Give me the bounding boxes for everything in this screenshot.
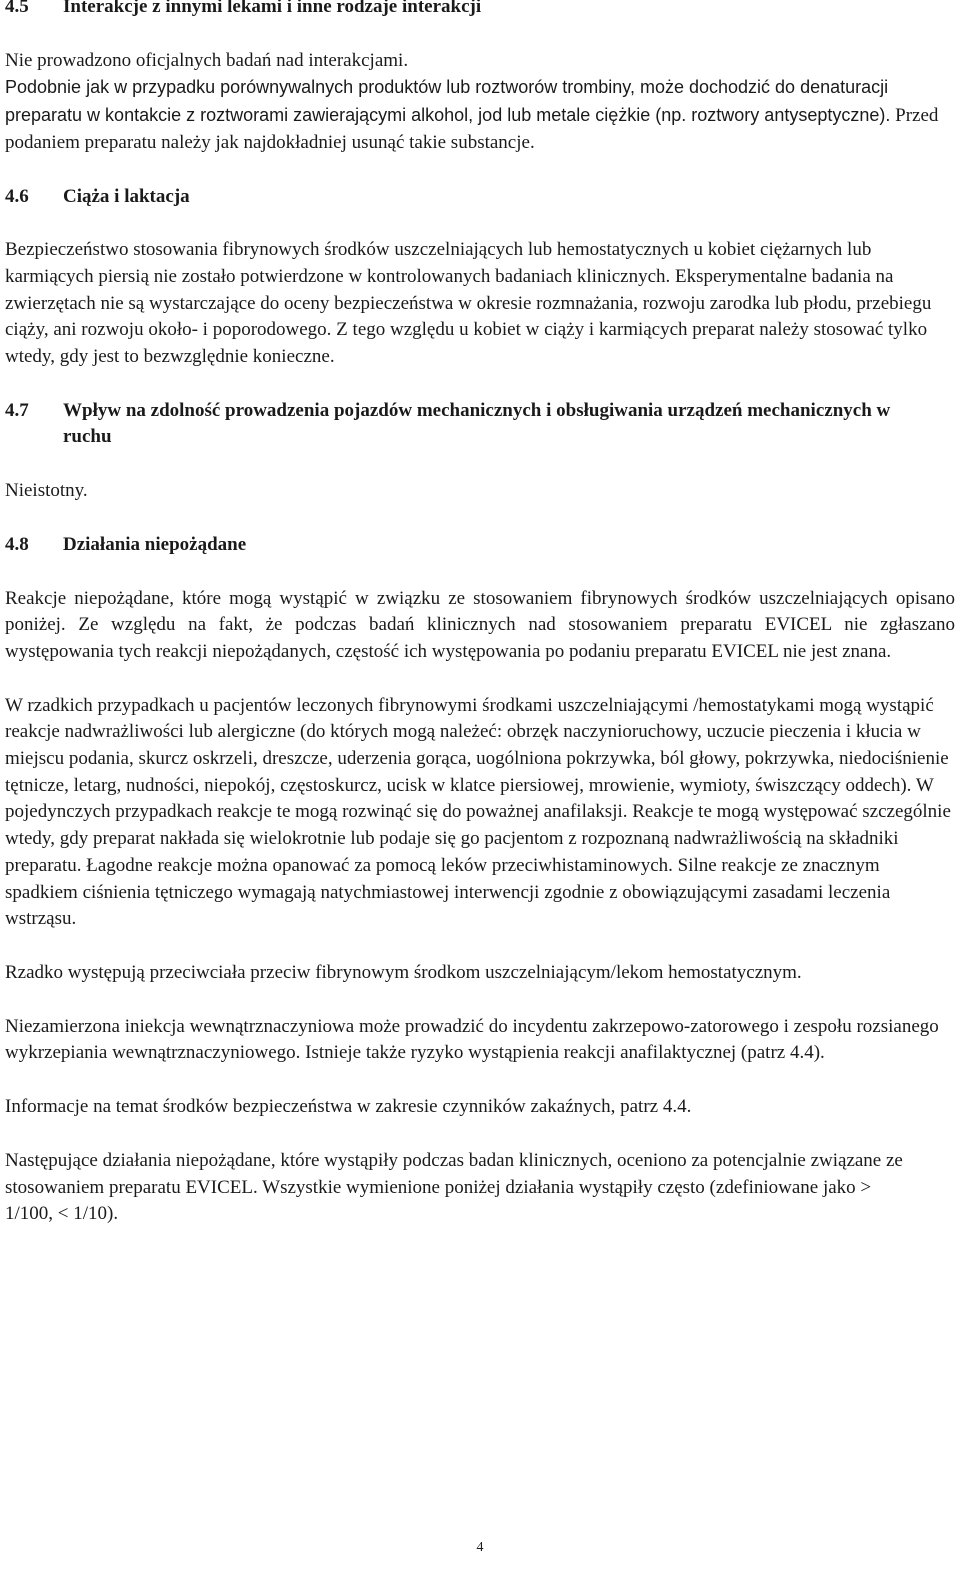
paragraph: Nie prowadzono oficjalnych badań nad interakcjami. — [5, 49, 409, 71]
paragraph — [5, 74, 950, 156]
section-4-5-heading — [5, 0, 955, 21]
paragraph: Bezpieczeństwo stosowania fibrynowych środków uszczelniających lub hemostatycznych u kobiet ciężarnych lub karmiących piersią nie zostało potwierdzone w kontrolowanych badaniach klinicznych. Eksperymentalne badania na zwierzętach nie są wystarczające do oceny bezpieczeństwa w okresie rozmnażania, rozwoju zarodka lub płodu, przebiegu ciąży, ani rozwoju około- i poporodowego. Z tego względu u kobiet w ciąży i karmiących preparat należy stosować tylko wtedy, gdy jest to bezwzględnie konieczne. — [5, 239, 932, 368]
paragraph: Informacje na temat środków bezpieczeństwa w zakresie czynników zakaźnych, patrz 4.4. — [5, 1096, 692, 1118]
section-title: Działania niepożądane — [63, 533, 247, 555]
paragraph: Następujące działania niepożądane, które wystąpiły podczas badan klinicznych, oceniono za potencjalnie związane ze stosowaniem preparatu EVICEL. Wszystkie wymienione poniżej działania wystąpiły często (zdefiniowane jako > 1/100, < 1/10). — [5, 1149, 903, 1225]
section-number: 4.8 — [5, 533, 29, 555]
section-4-7-heading — [5, 398, 955, 451]
section-number: 4.5 — [5, 0, 29, 17]
section-title: Ciąża i laktacja — [63, 185, 190, 207]
section-number: 4.6 — [5, 185, 29, 207]
section-4-6-heading — [5, 184, 955, 211]
paragraph-serif-part: Przed podaniem preparatu należy jak najdokładniej usunąć takie substancje. — [5, 105, 939, 153]
section-title: Interakcje z innymi lekami i inne rodzaje interakcji — [63, 0, 482, 17]
paragraph: Niezamierzona iniekcja wewnątrznaczyniowa może prowadzić do incydentu zakrzepowo-zatorowego i zespołu rozsianego wykrzepiania wewnątrznaczyniowego. Istnieje także ryzyko wystąpienia reakcji anafilaktycznej (patrz 4.4). — [5, 1015, 939, 1064]
section-number: 4.7 — [5, 399, 29, 421]
document-page — [5, 0, 955, 1228]
paragraph: Nieistotny. — [5, 480, 88, 502]
paragraph: W rzadkich przypadkach u pacjentów leczonych fibrynowymi środkami uszczelniającymi /hemostatykami mogą wystąpić reakcje nadwrażliwości lub alergiczne (do których mogą należeć: obrzęk naczynioruchowy, uczucie pieczenia i kłucia w miejscu podania, skurcz oskrzeli, dreszcze, uderzenia gorąca, uogólniona pokrzywka, ból głowy, pokrzywka, niedociśnienie tętnicze, letarg, nudności, niepokój, częstoskurcz, ucisk w klatce piersiowej, mrowienie, wymioty, świszczący oddech). W pojedynczych przypadkach reakcje te mogą rozwinąć się do poważnej anafilaksji. Reakcje te mogą występować szczególnie wtedy, gdy preparat nakłada się wielokrotnie lub podaje się go pacjentom z rozpoznaną nadwrażliwością na składniki preparatu. Łagodne reakcje można opanować za pomocą leków przeciwhistaminowych. Silne reakcje ze znacznym spadkiem ciśnienia tętniczego wymagają natychmiastowej interwencji zgodnie z obowiązującymi zasadami leczenia wstrząsu. — [5, 694, 951, 930]
paragraph: Rzadko występują przeciwciała przeciw fibrynowym środkom uszczelniającym/lekom hemostatycznym. — [5, 961, 802, 983]
section-4-8-heading — [5, 532, 955, 559]
page-number: 4 — [476, 1540, 484, 1555]
paragraph: Reakcje niepożądane, które mogą wystąpić w związku ze stosowaniem fibrynowych środków uszczelniających opisano poniżej. Ze względu na fakt, że podczas badań klinicznych nad stosowaniem preparatu EVICEL nie zgłaszano występowania tych reakcji niepożądanych, częstość ich występowania po podaniu preparatu EVICEL nie jest znana. — [5, 587, 955, 662]
paragraph-sans-part: Podobnie jak w przypadku porównywalnych produktów lub roztworów trombiny, może dochodzić do denaturacji preparatu w kontakcie z roztworami zawierającymi alkohol, jod lub metale ciężkie (np. roztwory antyseptyczne). — [5, 77, 891, 126]
section-title: Wpływ na zdolność prowadzenia pojazdów mechanicznych i obsługiwania urządzeń mechanicznych w ruchu — [63, 399, 891, 448]
